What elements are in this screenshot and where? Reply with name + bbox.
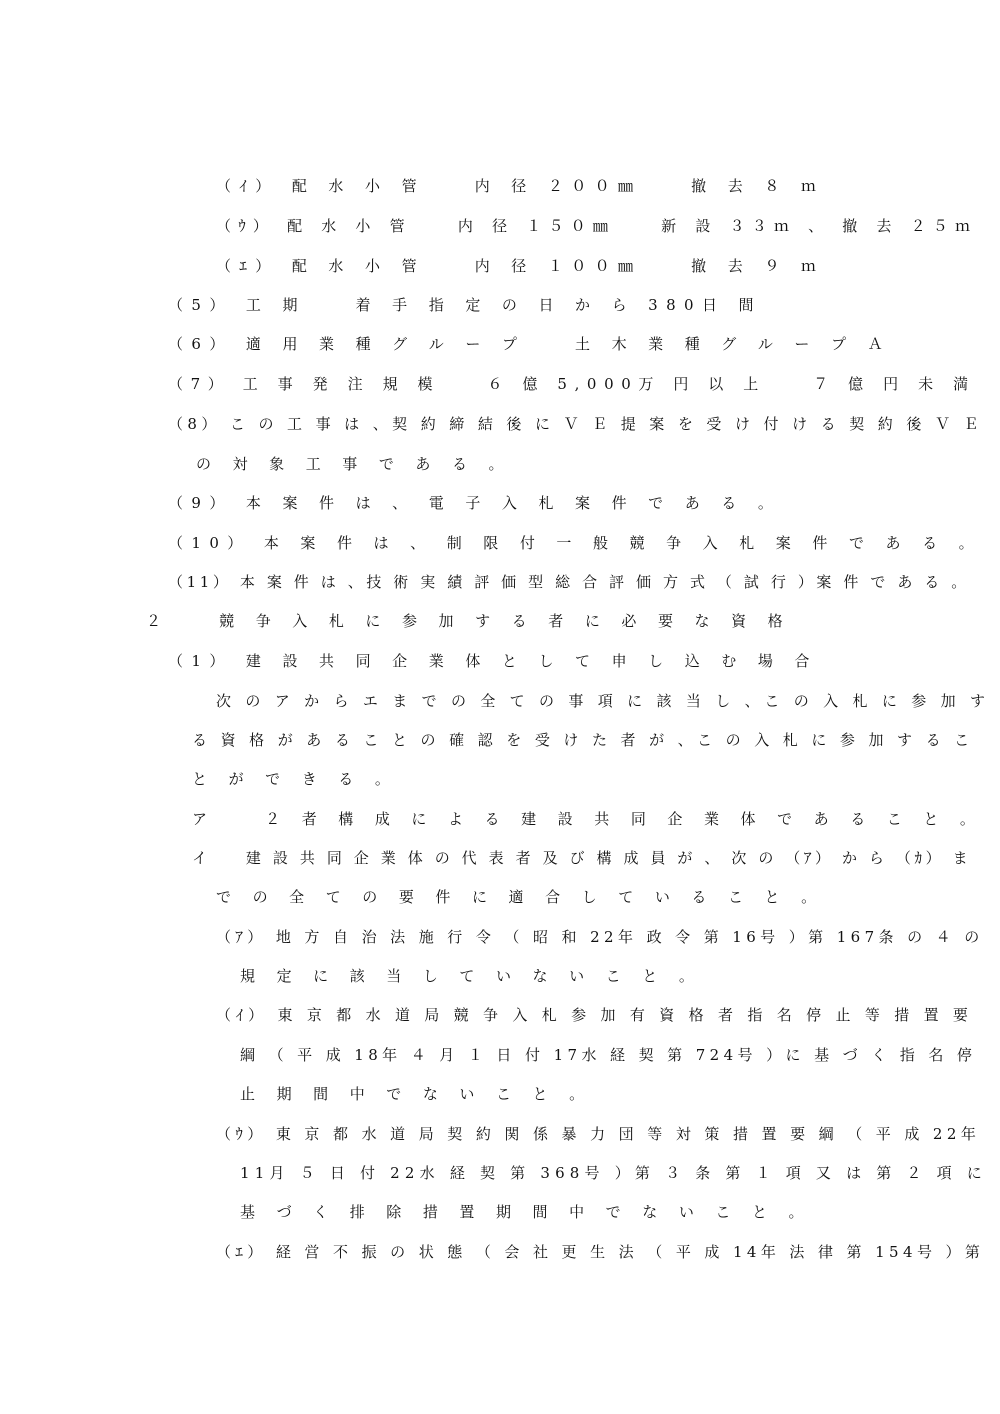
text-line: （11） 本 案 件 は 、技 術 実 績 評 価 型 総 合 評 価 方 式 （ 試 行 ）案 件 で あ る 。 xyxy=(168,573,970,591)
text-line: （ｱ） 地 方 自 治 法 施 行 令 （ 昭 和 22年 政 令 第 16号 ）第 167条 の ４ の xyxy=(216,928,984,946)
text-line: （7） 工 事 発 注 規 模 ６ 億 5,000万 円 以 上 ７ 億 円 未 満 xyxy=(168,375,976,393)
text-line: （ｲ） 東 京 都 水 道 局 競 争 入 札 参 加 有 資 格 者 指 名 停 止 等 措 置 要 xyxy=(216,1006,973,1024)
text-line: （ｲ） 配 水 小 管 内 径 ２００㎜ 撤 去 ８ ｍ xyxy=(216,177,825,195)
text-line: 11月 ５ 日 付 22水 経 契 第 368号 ）第 ３ 条 第 １ 項 又 は 第 ２ 項 に xyxy=(240,1164,987,1182)
text-line: （10） 本 案 件 は 、 制 限 付 一 般 競 争 入 札 案 件 で あ る 。 xyxy=(168,534,983,552)
text-line: の 対 象 工 事 で あ る 。 xyxy=(196,455,512,473)
text-line: （ｳ） 配 水 小 管 内 径 １５０㎜ 新 設 ３３ｍ 、 撤 去 ２５ｍ xyxy=(216,217,978,235)
section-heading: ２ 競 争 入 札 に 参 加 す る 者 に 必 要 な 資 格 xyxy=(146,612,792,630)
text-line: （8） こ の 工 事 は 、契 約 締 結 後 に Ｖ Ｅ 提 案 を 受 け 付 け る 契 約 後 Ｖ Ｅ xyxy=(168,415,983,433)
text-line: （ｳ） 東 京 都 水 道 局 契 約 関 係 暴 力 団 等 対 策 措 置 要 綱 （ 平 成 22年 xyxy=(216,1125,981,1143)
text-line: （5） 工 期 着 手 指 定 の 日 か ら 380日 間 xyxy=(168,296,762,314)
text-line: で の 全 て の 要 件 に 適 合 し て い る こ と 。 xyxy=(216,888,825,906)
text-line: ア ２ 者 構 成 に よ る 建 設 共 同 企 業 体 で あ る こ と 。 xyxy=(192,810,984,828)
text-line: 止 期 間 中 で な い こ と 。 xyxy=(240,1085,593,1103)
text-line: 綱 （ 平 成 18年 ４ 月 １ 日 付 17水 経 契 第 724号 ）に 基 づ く 指 名 停 xyxy=(240,1046,977,1064)
text-line: （ｴ） 配 水 小 管 内 径 １００㎜ 撤 去 ９ ｍ xyxy=(216,257,825,275)
text-line: 次 の ア か ら エ ま で の 全 て の 事 項 に 該 当 し 、こ の 入 札 に 参 加 す xyxy=(216,692,990,710)
text-line: 規 定 に 該 当 し て い な い こ と 。 xyxy=(240,967,703,985)
text-line: （ｴ） 経 営 不 振 の 状 態 （ 会 社 更 生 法 （ 平 成 14年 法 律 第 154号 ）第 xyxy=(216,1243,985,1261)
text-line: 基 づ く 排 除 措 置 期 間 中 で な い こ と 。 xyxy=(240,1203,812,1221)
text-line: （6） 適 用 業 種 グ ル ー プ 土 木 業 種 グ ル ー プ Ａ xyxy=(168,335,891,353)
text-line: （1） 建 設 共 同 企 業 体 と し て 申 し 込 む 場 合 xyxy=(168,652,818,670)
text-line: る 資 格 が あ る こ と の 確 認 を 受 け た 者 が 、こ の 入 札 に 参 加 す る こ xyxy=(192,731,974,749)
text-line: （9） 本 案 件 は 、 電 子 入 札 案 件 で あ る 。 xyxy=(168,494,782,512)
text-line: と が で き る 。 xyxy=(192,770,399,788)
text-line: イ 建 設 共 同 企 業 体 の 代 表 者 及 び 構 成 員 が 、 次 の （ｱ） か ら （ｶ） ま xyxy=(192,849,972,867)
